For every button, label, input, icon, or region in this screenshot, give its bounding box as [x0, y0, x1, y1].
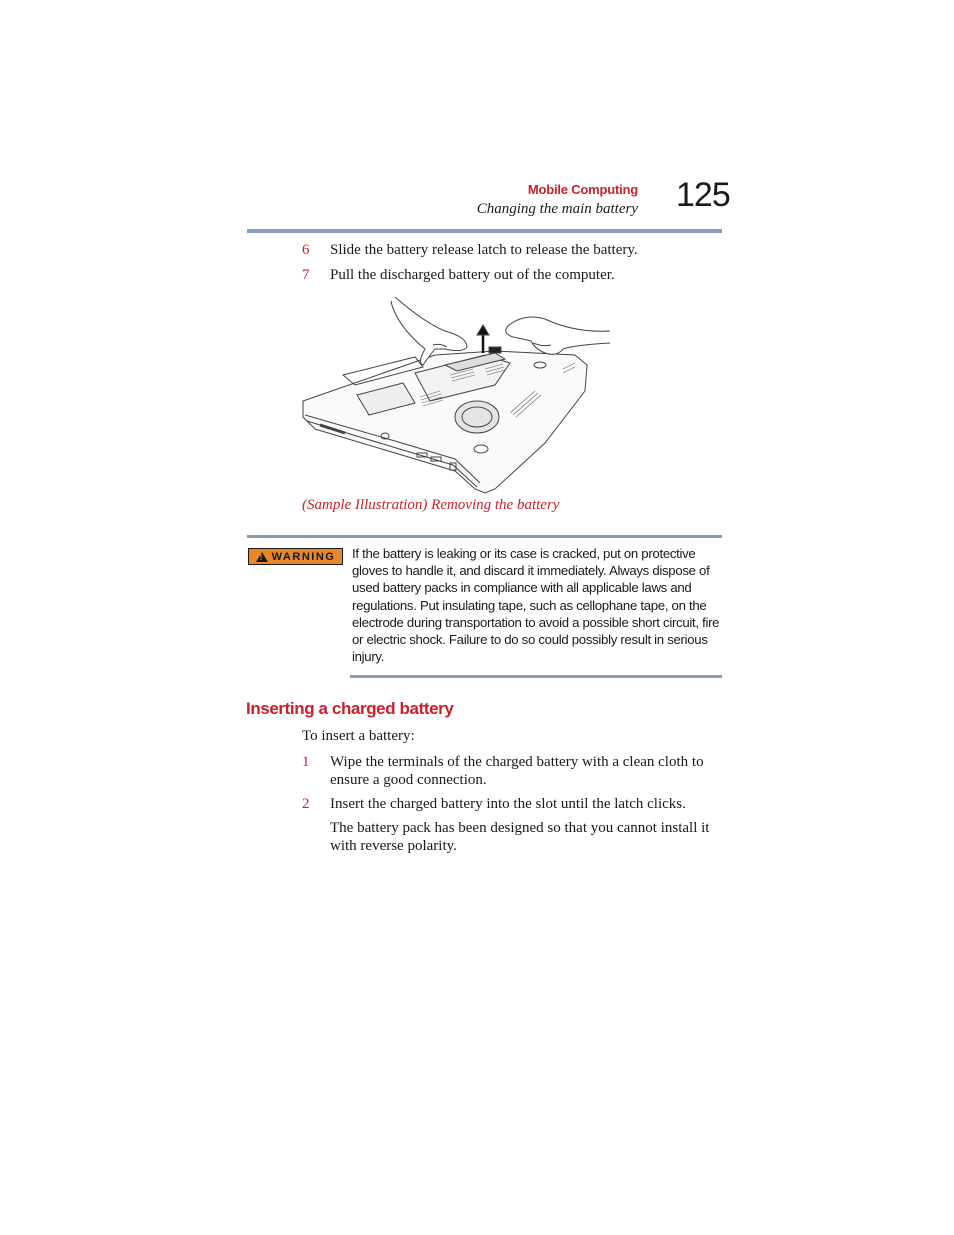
- warning-top-rule: [247, 535, 722, 538]
- header-rule: [247, 229, 722, 233]
- section-heading: Inserting a charged battery: [246, 699, 454, 718]
- running-header-section: Mobile Computing: [527, 182, 638, 197]
- step-number: 2: [302, 796, 310, 812]
- figure-caption: (Sample Illustration) Removing the battery: [302, 497, 560, 513]
- warning-badge: [248, 548, 343, 565]
- page-number: 125: [676, 176, 730, 214]
- step-text: Wipe the terminals of the charged battery with a clean cloth to ensure a good connection.: [330, 754, 704, 788]
- section-intro: To insert a battery:: [302, 728, 415, 744]
- step-text: Insert the charged battery into the slot until the latch clicks.: [330, 796, 686, 812]
- step-number: 7: [302, 267, 310, 283]
- step-note: The battery pack has been designed so that you cannot install it with reverse polarity.: [330, 820, 710, 854]
- step-number: 1: [302, 754, 310, 770]
- laptop-battery-removal-illustration: [295, 293, 615, 498]
- warning-label: WARNING: [271, 550, 336, 563]
- warning-triangle-icon: [256, 552, 268, 562]
- step-text: Pull the discharged battery out of the computer.: [330, 267, 615, 283]
- warning-text: If the battery is leaking or its case is cracked, put on protective gloves to handle it, and discard it immediately. Always dispose of used battery packs in compliance with all applicable laws and regulations. Put insulating tape, such as cellophane tape, on the electrode during transportation to avoid a possible short circuit, fire or electric shock. Failure to do so could possibly result in serious injury.: [352, 546, 720, 665]
- step-number: 6: [302, 242, 310, 258]
- running-header-subsection: Changing the main battery: [476, 201, 638, 217]
- step-text: Slide the battery release latch to release the battery.: [330, 242, 638, 258]
- warning-bottom-rule: [350, 675, 722, 678]
